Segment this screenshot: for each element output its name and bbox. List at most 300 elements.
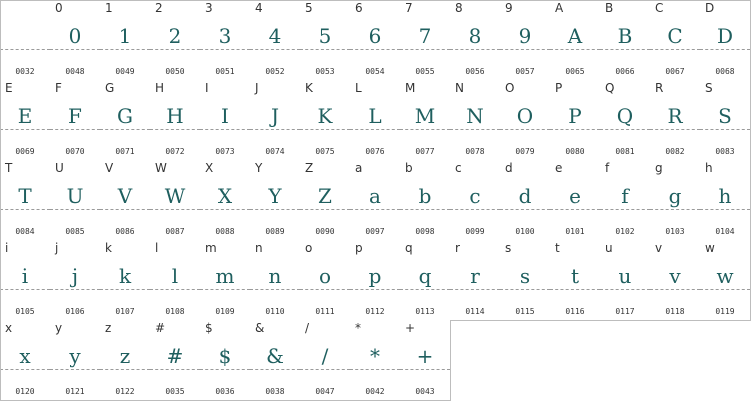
glyph-sample: 7 [418,24,432,48]
glyph-sample: 9 [518,24,532,48]
baseline-divider [600,129,650,130]
glyph-sample: * [370,344,380,368]
glyph-code: 0075 [315,147,335,156]
baseline-divider [0,209,50,210]
glyph-sample: & [266,344,284,368]
glyph-sample: F [68,104,82,128]
glyph-char-label: / [305,321,310,335]
glyph-char-label: p [355,241,363,255]
baseline-divider [300,209,350,210]
baseline-divider [0,129,50,130]
baseline-divider [300,49,350,50]
baseline-divider [450,49,500,50]
glyph-sample: s [519,264,531,288]
glyph-code: 0079 [515,147,535,156]
baseline-divider [700,129,750,130]
glyph-code: 0114 [465,307,485,316]
baseline-divider [350,129,400,130]
baseline-divider [650,49,700,50]
glyph-cell [500,80,551,161]
glyph-char-label: A [555,1,564,15]
baseline-divider [300,129,350,130]
glyph-char-label: s [505,241,512,255]
glyph-char-label: o [305,241,313,255]
baseline-divider [100,129,150,130]
glyph-code: 0038 [265,387,285,396]
glyph-sample: g [668,184,682,208]
glyph-code: 0109 [215,307,235,316]
glyph-char-label: N [455,81,464,95]
glyph-char-label: q [405,241,413,255]
glyph-code: 0051 [215,67,235,76]
glyph-code: 0054 [365,67,385,76]
glyph-char-label: f [605,161,610,175]
glyph-char-label: b [405,161,413,175]
glyph-code: 0100 [515,227,535,236]
glyph-cell [300,0,351,81]
glyph-cell [200,80,251,161]
baseline-divider [150,289,200,290]
glyph-code: 0088 [215,227,235,236]
glyph-sample: n [268,264,282,288]
glyph-char-label: H [155,81,165,95]
glyph-char-label: T [5,161,13,175]
glyph-char-label: $ [205,321,213,335]
glyph-code: 0052 [265,67,285,76]
glyph-sample: K [317,104,333,128]
glyph-cell [0,80,51,161]
glyph-sample: t [570,264,580,288]
baseline-divider [100,289,150,290]
glyph-cell [400,160,451,241]
glyph-cell [0,0,51,81]
glyph-code: 0049 [115,67,135,76]
glyph-cell [400,80,451,161]
glyph-cell [100,160,151,241]
glyph-char-label: 0 [55,1,63,15]
baseline-divider [500,289,550,290]
glyph-cell [700,0,751,81]
glyph-code: 0108 [165,307,185,316]
glyph-char-label: m [205,241,217,255]
glyph-sample: + [416,344,434,368]
glyph-sample: N [466,104,484,128]
glyph-char-label: h [705,161,713,175]
glyph-cell [550,240,601,321]
glyph-char-label: g [655,161,663,175]
glyph-code: 0057 [515,67,535,76]
glyph-char-label: 3 [205,1,213,15]
glyph-cell [600,80,651,161]
baseline-divider [150,209,200,210]
glyph-code: 0085 [65,227,85,236]
glyph-cell [50,80,101,161]
baseline-divider [50,289,100,290]
glyph-char-label: P [555,81,563,95]
glyph-code: 0074 [265,147,285,156]
baseline-divider [400,369,450,370]
baseline-divider [100,49,150,50]
glyph-char-label: a [355,161,363,175]
baseline-divider [550,49,600,50]
glyph-cell [100,240,151,321]
baseline-divider [200,49,250,50]
glyph-char-label: 1 [105,1,113,15]
glyph-cell [350,160,401,241]
glyph-char-label: Z [305,161,314,175]
glyph-sample: 2 [168,24,182,48]
baseline-divider [350,369,400,370]
baseline-divider [550,289,600,290]
glyph-code: 0103 [665,227,685,236]
glyph-sample: P [568,104,582,128]
glyph-sample: M [414,104,436,128]
baseline-divider [0,369,50,370]
baseline-divider [650,289,700,290]
glyph-code: 0071 [115,147,135,156]
glyph-sample: m [215,264,235,288]
glyph-sample: I [221,104,229,128]
glyph-char-label: 9 [505,1,513,15]
glyph-sample: 6 [368,24,382,48]
baseline-divider [400,209,450,210]
glyph-sample: q [418,264,432,288]
glyph-char-label: r [455,241,460,255]
glyph-sample: r [470,264,480,288]
glyph-sample: y [69,344,81,368]
glyph-char-label: & [255,321,265,335]
baseline-divider [50,209,100,210]
glyph-sample: R [667,104,683,128]
glyph-cell [250,80,301,161]
glyph-sample: 5 [318,24,332,48]
glyph-char-label: j [55,241,59,255]
glyph-sample: h [718,184,732,208]
glyph-cell [700,160,751,241]
baseline-divider [600,49,650,50]
glyph-cell [450,0,501,81]
glyph-cell [500,0,551,81]
glyph-char-label: y [55,321,63,335]
glyph-sample: 8 [468,24,482,48]
glyph-char-label: S [705,81,713,95]
glyph-char-label: D [705,1,715,15]
glyph-char-label: z [105,321,112,335]
baseline-divider [150,129,200,130]
glyph-code: 0098 [415,227,435,236]
glyph-code: 0065 [565,67,585,76]
glyph-char-label: k [105,241,112,255]
glyph-sample: 4 [268,24,282,48]
glyph-code: 0077 [415,147,435,156]
glyph-cell [50,240,101,321]
glyph-cell [700,240,751,321]
baseline-divider [250,369,300,370]
glyph-code: 0056 [465,67,485,76]
glyph-code: 0102 [615,227,635,236]
glyph-sample: Y [268,184,282,208]
baseline-divider [700,209,750,210]
glyph-char-label: L [355,81,362,95]
glyph-char-label: X [205,161,214,175]
baseline-divider [150,49,200,50]
glyph-cell [100,320,151,401]
baseline-divider [650,129,700,130]
glyph-code: 0097 [365,227,385,236]
glyph-sample: k [118,264,132,288]
baseline-divider [700,49,750,50]
glyph-sample: B [617,24,633,48]
glyph-code: 0042 [365,387,385,396]
glyph-char-label: K [305,81,313,95]
baseline-divider [250,289,300,290]
glyph-cell [300,320,351,401]
glyph-char-label: 2 [155,1,163,15]
glyph-code: 0080 [565,147,585,156]
glyph-code: 0122 [115,387,135,396]
glyph-sample: u [618,264,632,288]
glyph-code: 0035 [165,387,185,396]
glyph-code: 0069 [15,147,35,156]
glyph-cell [400,320,451,401]
baseline-divider [400,289,450,290]
glyph-sample: d [518,184,532,208]
glyph-cell [550,160,601,241]
baseline-divider [50,129,100,130]
glyph-char-label: v [655,241,663,255]
glyph-char-label: l [155,241,159,255]
glyph-cell [150,240,201,321]
glyph-code: 0050 [165,67,185,76]
glyph-sample: i [21,264,29,288]
glyph-char-label: t [555,241,560,255]
glyph-char-label: u [605,241,613,255]
glyph-sample: e [569,184,581,208]
glyph-char-label: 8 [455,1,463,15]
baseline-divider [500,129,550,130]
baseline-divider [350,209,400,210]
glyph-code: 0101 [565,227,585,236]
baseline-divider [300,369,350,370]
glyph-sample: z [119,344,131,368]
glyph-sample: v [669,264,681,288]
glyph-char-label: U [55,161,64,175]
glyph-cell [250,320,301,401]
glyph-code: 0104 [715,227,735,236]
glyph-sample: 1 [118,24,132,48]
glyph-sample: H [166,104,184,128]
glyph-sample: D [716,24,734,48]
glyph-char-label: 5 [305,1,313,15]
glyph-cell [150,160,201,241]
baseline-divider [350,289,400,290]
glyph-char-label: 7 [405,1,413,15]
glyph-code: 0090 [315,227,335,236]
glyph-cell [150,0,201,81]
glyph-code: 0107 [115,307,135,316]
glyph-cell [400,0,451,81]
glyph-code: 0121 [65,387,85,396]
glyph-sample: l [171,264,179,288]
glyph-cell [700,80,751,161]
glyph-code: 0053 [315,67,335,76]
glyph-code: 0112 [365,307,385,316]
glyph-code: 0082 [665,147,685,156]
glyph-cell [150,320,201,401]
glyph-char-label: I [205,81,209,95]
glyph-code: 0081 [615,147,635,156]
baseline-divider [500,209,550,210]
glyph-sample: E [17,104,33,128]
glyph-char-label: Q [605,81,615,95]
glyph-sample: W [164,184,186,208]
glyph-cell [300,80,351,161]
glyph-char-label: 6 [355,1,363,15]
glyph-code: 0032 [15,67,35,76]
glyph-code: 0087 [165,227,185,236]
baseline-divider [150,369,200,370]
baseline-divider [550,209,600,210]
glyph-cell [400,240,451,321]
glyph-code: 0116 [565,307,585,316]
glyph-char-label: n [255,241,263,255]
glyph-code: 0113 [415,307,435,316]
glyph-sample: A [567,24,583,48]
baseline-divider [400,129,450,130]
glyph-char-label: Y [255,161,263,175]
glyph-sample: w [716,264,734,288]
glyph-cell [550,80,601,161]
glyph-cell [0,240,51,321]
glyph-sample: O [516,104,534,128]
baseline-divider [200,129,250,130]
glyph-code: 0078 [465,147,485,156]
baseline-divider [250,49,300,50]
glyph-sample: V [117,184,133,208]
glyph-sample: G [117,104,133,128]
glyph-code: 0083 [715,147,735,156]
baseline-divider [400,49,450,50]
glyph-cell [450,80,501,161]
glyph-cell [650,240,701,321]
glyph-cell [650,160,701,241]
glyph-char-label: w [705,241,715,255]
baseline-divider [100,369,150,370]
glyph-char-label: R [655,81,664,95]
glyph-sample: f [621,184,629,208]
glyph-cell [450,240,501,321]
glyph-char-label: C [655,1,664,15]
glyph-char-label: O [505,81,515,95]
glyph-code: 0084 [15,227,35,236]
glyph-cell [500,240,551,321]
glyph-cell [200,240,251,321]
baseline-divider [350,49,400,50]
baseline-divider [550,129,600,130]
glyph-cell [0,320,51,401]
glyph-code: 0067 [665,67,685,76]
baseline-divider [600,209,650,210]
baseline-divider [200,289,250,290]
glyph-sample: Z [318,184,332,208]
glyph-char-label: J [255,81,259,95]
glyph-cell [350,0,401,81]
glyph-cell [600,160,651,241]
glyph-code: 0119 [715,307,735,316]
glyph-code: 0099 [465,227,485,236]
glyph-cell [150,80,201,161]
glyph-char-label: e [555,161,563,175]
baseline-divider [450,129,500,130]
glyph-code: 0070 [65,147,85,156]
glyph-sample: j [71,264,79,288]
glyph-code: 0110 [265,307,285,316]
glyph-char-label: * [355,321,361,335]
glyph-cell [50,160,101,241]
glyph-sample: C [667,24,683,48]
glyph-cell [500,160,551,241]
baseline-divider [650,209,700,210]
glyph-sample: c [469,184,481,208]
glyph-cell [300,160,351,241]
glyph-sample: 3 [218,24,232,48]
glyph-char-label: i [5,241,9,255]
glyph-sample: / [321,344,329,368]
glyph-cell [250,0,301,81]
glyph-code: 0068 [715,67,735,76]
glyph-cell [350,320,401,401]
glyph-sample: b [418,184,432,208]
glyph-char-label: 4 [255,1,263,15]
glyph-cell [250,160,301,241]
baseline-divider [450,289,500,290]
glyph-sample: X [217,184,233,208]
glyph-code: 0111 [315,307,335,316]
glyph-code: 0089 [265,227,285,236]
glyph-sample: J [270,104,280,128]
glyph-cell [350,240,401,321]
glyph-sample: U [66,184,84,208]
glyph-char-label: + [405,321,416,335]
glyph-sample: 0 [68,24,82,48]
glyph-char-label: B [605,1,614,15]
glyph-code: 0086 [115,227,135,236]
glyph-code: 0073 [215,147,235,156]
baseline-divider [500,49,550,50]
glyph-char-label: V [105,161,114,175]
baseline-divider [300,289,350,290]
glyph-char-label: W [155,161,167,175]
baseline-divider [0,289,50,290]
baseline-divider [250,209,300,210]
glyph-char-label: F [55,81,62,95]
glyph-cell [300,240,351,321]
glyph-code: 0118 [665,307,685,316]
glyph-char-label: d [505,161,513,175]
glyph-sample: L [368,104,382,128]
glyph-sample: $ [218,344,232,368]
glyph-char-label: c [455,161,462,175]
glyph-code: 0120 [15,387,35,396]
baseline-divider [600,289,650,290]
baseline-divider [700,289,750,290]
glyph-code: 0066 [615,67,635,76]
glyph-cell [350,80,401,161]
glyph-cell [50,320,101,401]
glyph-cell [100,0,151,81]
glyph-cell [600,0,651,81]
baseline-divider [100,209,150,210]
